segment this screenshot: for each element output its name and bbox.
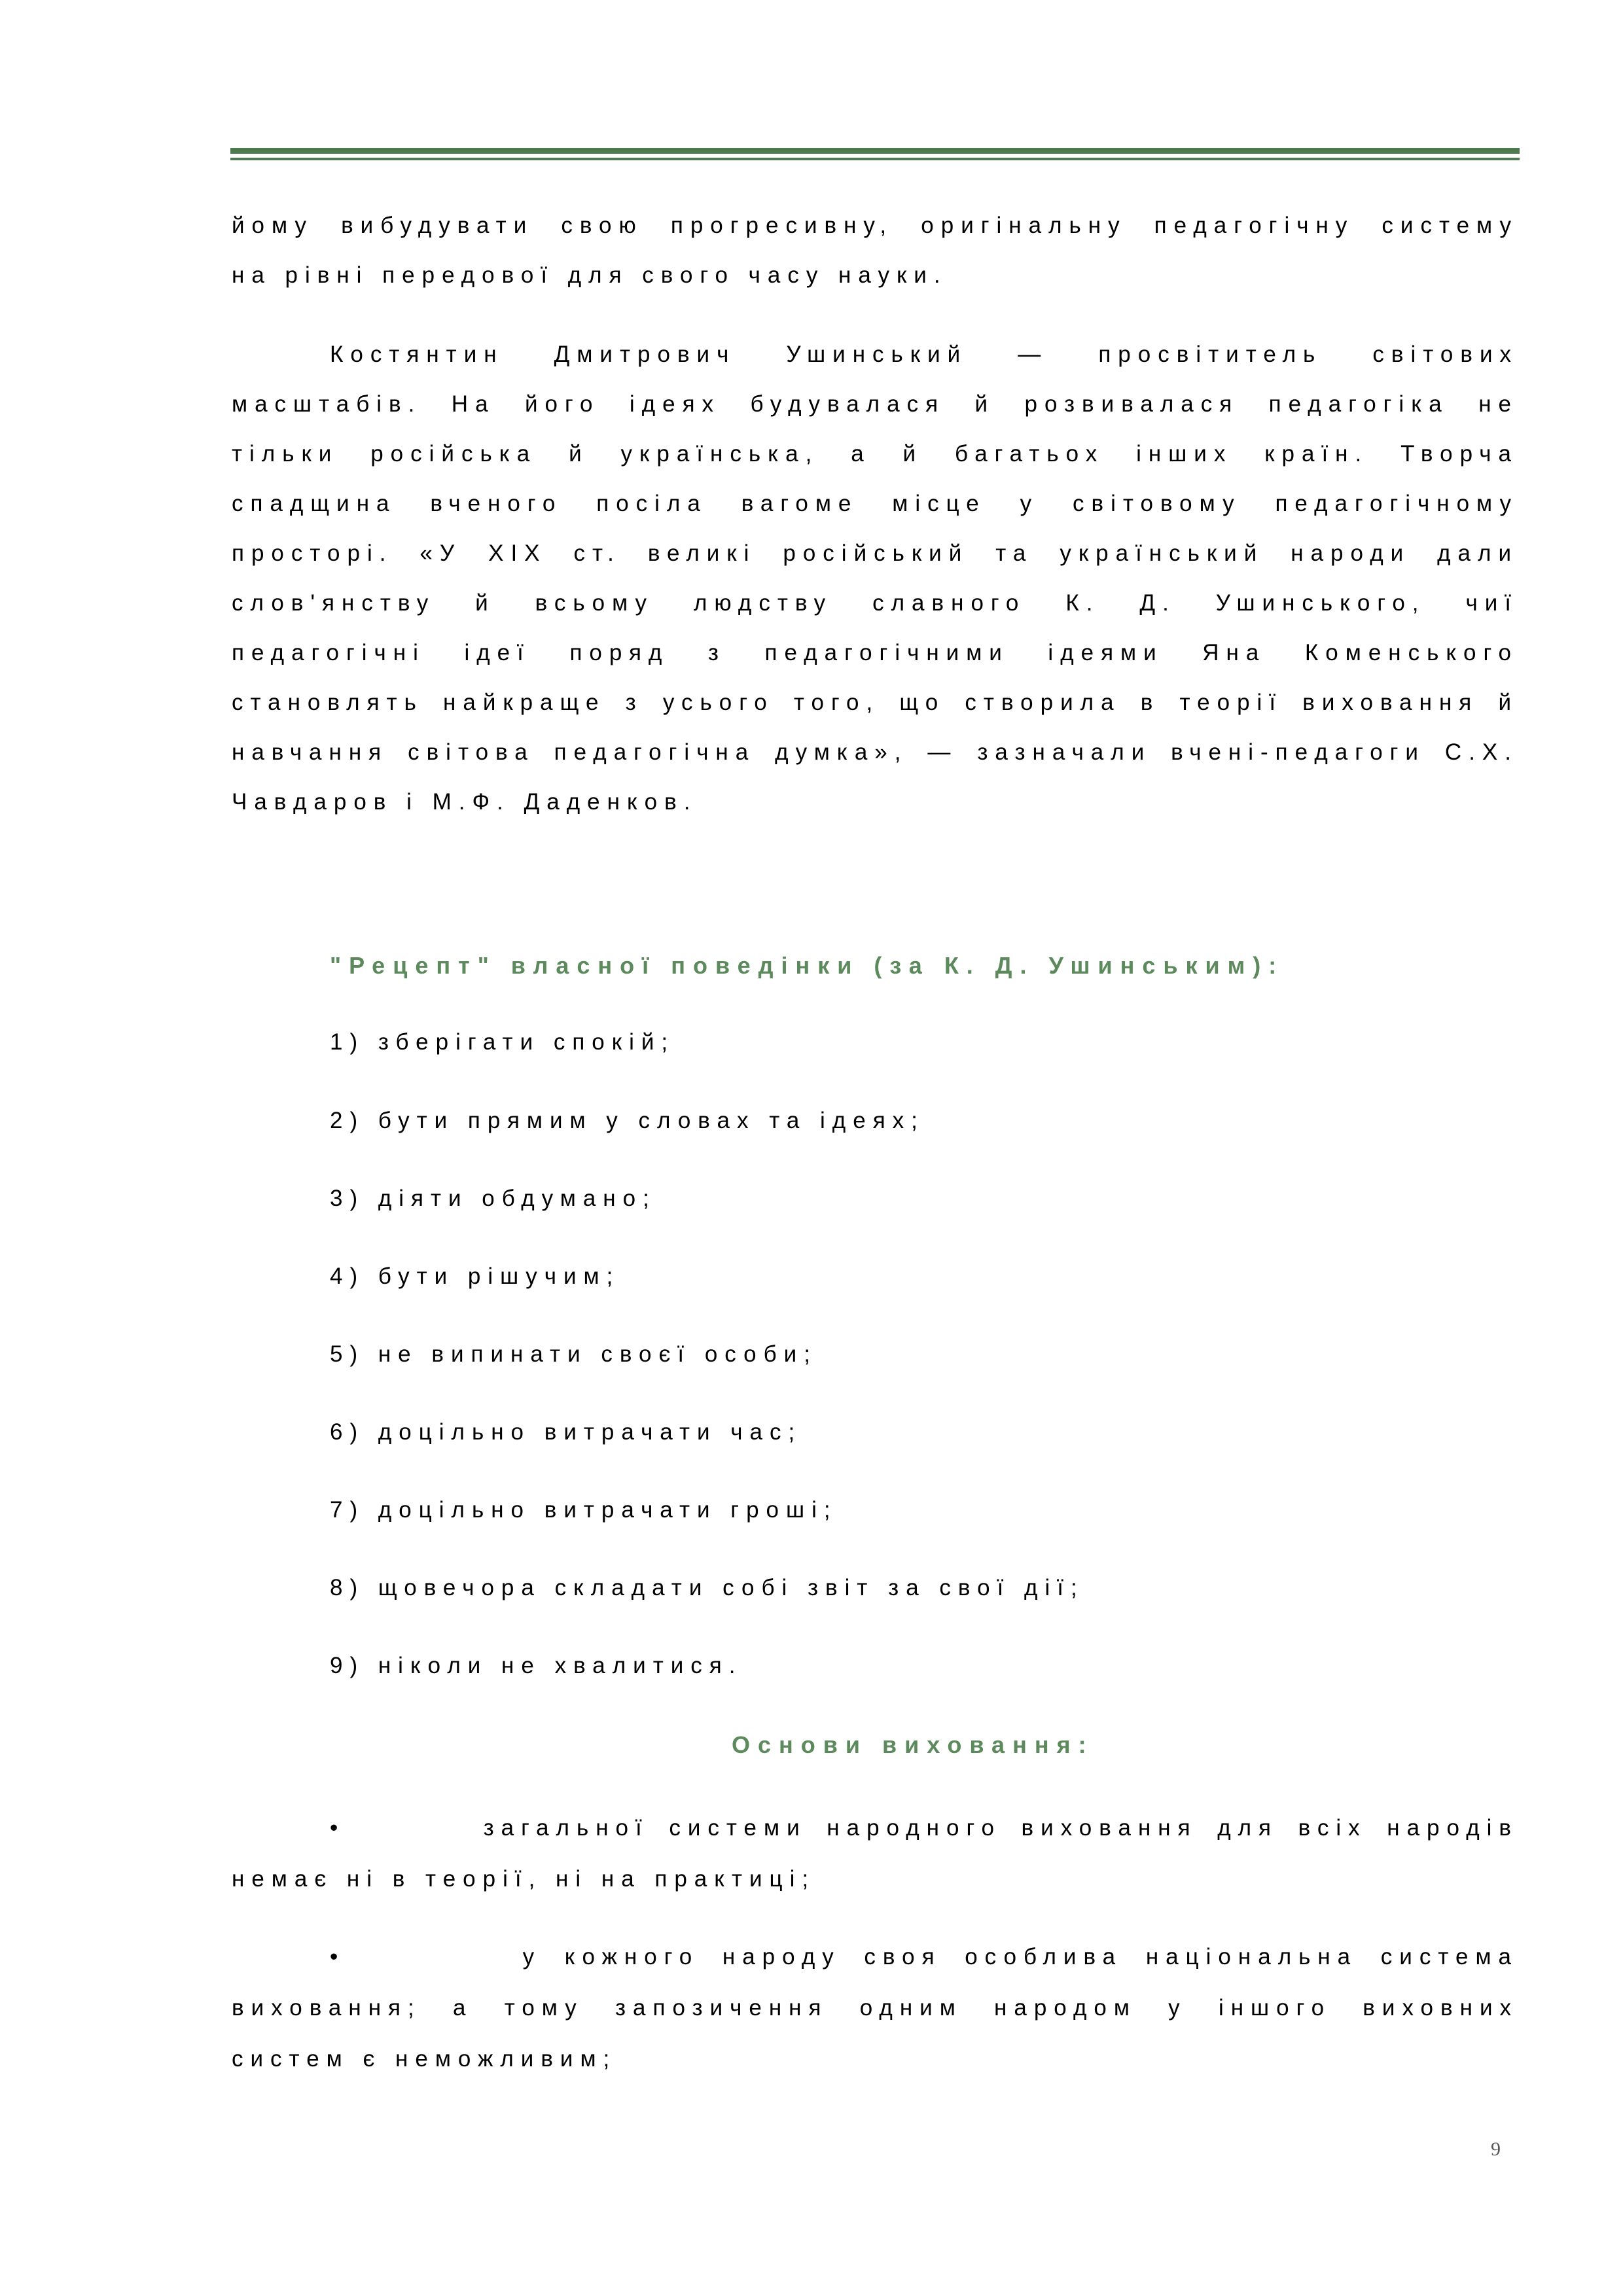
bullet-line: систем є неможливим; [232, 2046, 617, 2072]
list-item: 3) діяти обдумано; [330, 1186, 656, 1211]
paragraph-line: педагогічні ідеї поряд з педагогічними ідеями Яна Коменського [232, 640, 1518, 665]
intro-paragraph [232, 201, 1518, 300]
paragraph-line: навчання світова педагогічна думка», — зазначали вчені-педагоги С.Х. [232, 739, 1518, 765]
paragraph-line: спадщина вченого посіла вагоме місце у світовому педагогічному [232, 491, 1518, 516]
list-item: 4) бути рішучим; [330, 1263, 620, 1289]
paragraph-line: просторі. «У ХІХ ст. великі російський та український народи дали [232, 540, 1518, 566]
bullet-item [232, 1803, 1518, 1905]
bullet-symbol: • [330, 1944, 346, 1969]
paragraph-line: Костянтин Дмитрович Ушинський — просвітитель світових [330, 342, 1518, 367]
bullet-line: виховання; а тому запозичення одним народом у іншого виховних [232, 1995, 1518, 2021]
paragraph-line: слов'янству й всьому людству славного К. Д. Ушинського, чиї [232, 590, 1518, 616]
paragraph-line: масштабів. На його ідеях будувалася й розвивалася педагогіка не [232, 391, 1518, 417]
intro-line: на рівні передової для свого часу науки. [232, 262, 948, 288]
recipe-heading: "Рецепт" власної поведінки (за К. Д. Ушинським): [330, 952, 1285, 979]
intro-line: йому вибудувати свою прогресивну, оригінальну педагогічну систему [232, 213, 1518, 238]
bullet-text: у кожного народу своя особлива національна система [522, 1944, 1518, 1969]
header-rule-thick [230, 148, 1520, 154]
paragraph-line: тільки російська й українська, а й багатьох інших країн. Творча [232, 441, 1518, 467]
upbringing-heading: Основи виховання: [732, 1731, 1094, 1758]
list-item: 8) щовечора складати собі звіт за свої дії; [330, 1575, 1084, 1600]
header-rule-thin [230, 158, 1520, 160]
ushinsky-paragraph [232, 330, 1518, 827]
list-item: 9) ніколи не хвалитися. [330, 1653, 743, 1678]
paragraph-line: становлять найкраще з усього того, що створила в теорії виховання й [232, 690, 1518, 715]
bullet-line: немає ні в теорії, ні на практиці; [232, 1866, 816, 1892]
list-item: 5) не випинати своєї особи; [330, 1341, 817, 1367]
bullet-symbol: • [330, 1815, 346, 1841]
bullet-first-line [232, 1932, 1518, 1983]
list-item: 6) доцільно витрачати час; [330, 1419, 802, 1445]
bullet-item [232, 1932, 1518, 2085]
list-item: 7) доцільно витрачати гроші; [330, 1497, 838, 1523]
bullet-first-line [232, 1803, 1518, 1854]
list-item: 1) зберігати спокій; [330, 1029, 675, 1055]
bullet-text: загальної системи народного виховання для всіх народів [483, 1815, 1518, 1841]
page-number: 9 [1491, 2138, 1501, 2160]
list-item: 2) бути прямим у словах та ідеях; [330, 1108, 925, 1133]
paragraph-line: Чавдаров і М.Ф. Даденков. [232, 789, 698, 815]
